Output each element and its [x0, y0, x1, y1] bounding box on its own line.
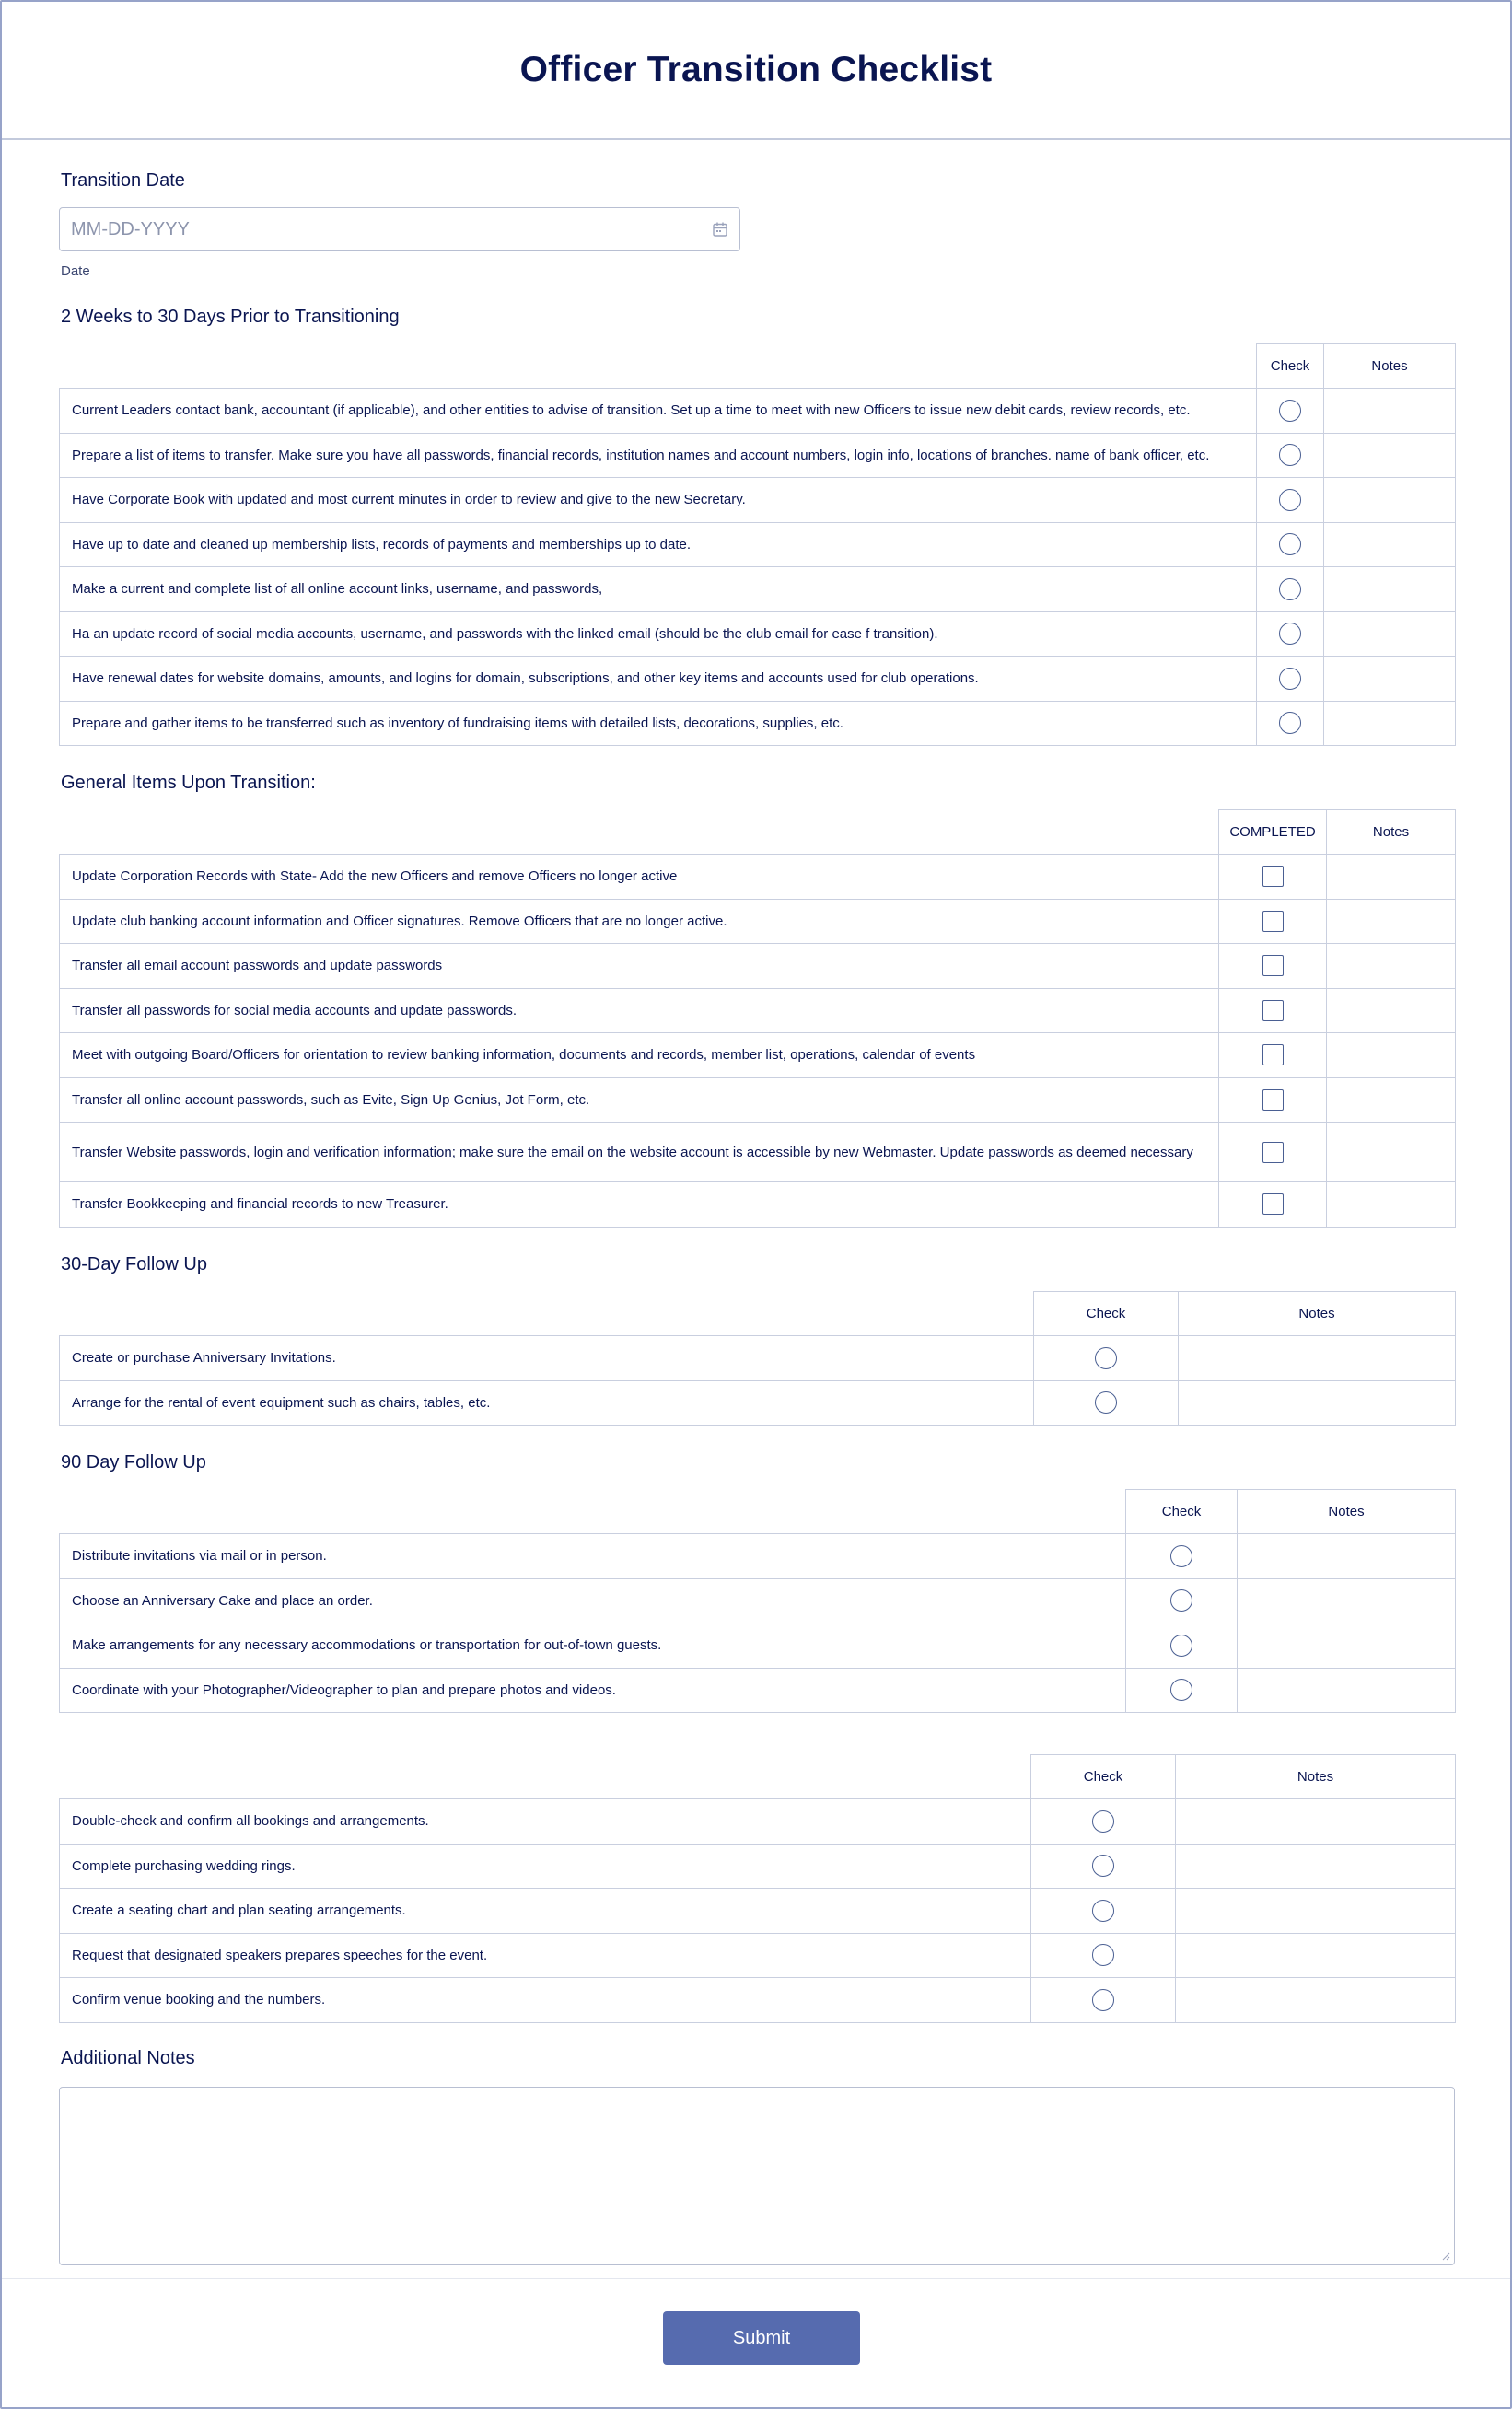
- column-header-check: Check: [1126, 1490, 1238, 1534]
- table-corner: [60, 810, 1219, 855]
- table-row: [60, 389, 1456, 434]
- notes-cell[interactable]: [1238, 1534, 1456, 1579]
- check-cell: [1219, 1077, 1327, 1123]
- checklist-item-text: Confirm venue booking and the numbers.: [60, 1978, 1031, 2023]
- notes-cell[interactable]: [1238, 1668, 1456, 1713]
- table-row: [60, 1578, 1456, 1623]
- table-row: [60, 522, 1456, 567]
- check-cell: [1219, 899, 1327, 944]
- check-cell: [1031, 1933, 1176, 1978]
- notes-cell[interactable]: [1327, 988, 1456, 1033]
- form-title: Officer Transition Checklist: [519, 50, 993, 89]
- notes-cell[interactable]: [1327, 1123, 1456, 1182]
- table-row: [60, 1799, 1456, 1845]
- notes-cell[interactable]: [1179, 1380, 1456, 1426]
- checklist-item-text: Transfer all passwords for social media accounts and update passwords.: [60, 988, 1219, 1033]
- checklist-item-text: Request that designated speakers prepares speeches for the event.: [60, 1933, 1031, 1978]
- check-radio[interactable]: [1279, 668, 1301, 690]
- column-header-notes: Notes: [1324, 344, 1456, 389]
- form-header: [2, 2, 1510, 140]
- column-header-notes: Notes: [1238, 1490, 1456, 1534]
- notes-cell[interactable]: [1238, 1578, 1456, 1623]
- date-sublabel: Date: [61, 263, 90, 279]
- checklist-item-text: Make a current and complete list of all online account links, username, and passwords,: [60, 567, 1257, 612]
- table-corner: [60, 344, 1257, 389]
- completed-checkbox[interactable]: [1262, 1089, 1284, 1111]
- column-header-notes: Notes: [1176, 1755, 1456, 1799]
- table-row: [60, 855, 1456, 900]
- check-radio[interactable]: [1092, 1900, 1114, 1922]
- check-cell: [1126, 1578, 1238, 1623]
- table-row: [60, 1380, 1456, 1426]
- checklist-item-text: Create a seating chart and plan seating arrangements.: [60, 1889, 1031, 1934]
- column-header-notes: Notes: [1179, 1292, 1456, 1336]
- notes-cell[interactable]: [1176, 1933, 1456, 1978]
- check-cell: [1257, 611, 1324, 657]
- notes-cell[interactable]: [1327, 1033, 1456, 1078]
- table-row: [60, 1123, 1456, 1182]
- table-row: [60, 1668, 1456, 1713]
- checklist-table-90-day: [59, 1489, 1456, 1713]
- table-row: [60, 944, 1456, 989]
- additional-notes-textarea[interactable]: [60, 2088, 1454, 2264]
- notes-cell[interactable]: [1324, 478, 1456, 523]
- check-cell: [1034, 1336, 1179, 1381]
- table-row: [60, 1077, 1456, 1123]
- checklist-item-text: Transfer Bookkeeping and financial records to new Treasurer.: [60, 1182, 1219, 1228]
- checklist-item-text: Have renewal dates for website domains, amounts, and logins for domain, subscriptions, and other key items and accounts used for club operations.: [60, 657, 1257, 702]
- check-cell: [1257, 657, 1324, 702]
- notes-cell[interactable]: [1324, 522, 1456, 567]
- table-row: [60, 1889, 1456, 1934]
- table-row: [60, 1933, 1456, 1978]
- check-radio[interactable]: [1279, 578, 1301, 600]
- checklist-item-text: Transfer all online account passwords, such as Evite, Sign Up Genius, Jot Form, etc.: [60, 1077, 1219, 1123]
- form-footer: [2, 2278, 1510, 2407]
- check-radio[interactable]: [1279, 712, 1301, 734]
- table-row: [60, 657, 1456, 702]
- check-radio[interactable]: [1092, 1989, 1114, 2011]
- check-radio[interactable]: [1092, 1810, 1114, 1833]
- column-header-check: Check: [1257, 344, 1324, 389]
- checklist-table-30-day: [59, 1291, 1456, 1426]
- notes-cell[interactable]: [1176, 1978, 1456, 2023]
- checklist-item-text: Have Corporate Book with updated and most current minutes in order to review and give to the new Secretary.: [60, 478, 1257, 523]
- notes-cell[interactable]: [1324, 389, 1456, 434]
- checklist-table-general: [59, 809, 1456, 1228]
- checklist-item-text: Distribute invitations via mail or in person.: [60, 1534, 1126, 1579]
- completed-checkbox[interactable]: [1262, 955, 1284, 976]
- check-cell: [1031, 1889, 1176, 1934]
- notes-cell[interactable]: [1176, 1889, 1456, 1934]
- resize-grip-icon[interactable]: [1441, 2252, 1450, 2261]
- column-header-check: Check: [1034, 1292, 1179, 1336]
- date-field-label: Transition Date: [61, 170, 185, 191]
- check-cell: [1219, 1033, 1327, 1078]
- check-radio[interactable]: [1279, 444, 1301, 466]
- check-radio[interactable]: [1092, 1944, 1114, 1966]
- notes-cell[interactable]: [1324, 433, 1456, 478]
- check-cell: [1126, 1668, 1238, 1713]
- check-radio[interactable]: [1279, 489, 1301, 511]
- checklist-item-text: Transfer Website passwords, login and verification information; make sure the email on the website account is accessible by new Webmaster. Update passwords as deemed necessary: [60, 1123, 1219, 1182]
- checklist-item-text: Create or purchase Anniversary Invitations.: [60, 1336, 1034, 1381]
- table-corner: [60, 1292, 1034, 1336]
- notes-cell[interactable]: [1324, 657, 1456, 702]
- table-row: [60, 478, 1456, 523]
- table-row: [60, 899, 1456, 944]
- check-cell: [1031, 1799, 1176, 1845]
- table-row: [60, 1978, 1456, 2023]
- section-title-30-day: 30-Day Follow Up: [61, 1254, 207, 1274]
- completed-checkbox[interactable]: [1262, 911, 1284, 932]
- completed-checkbox[interactable]: [1262, 866, 1284, 887]
- table-row: [60, 1182, 1456, 1228]
- notes-cell[interactable]: [1324, 611, 1456, 657]
- table-row: [60, 1623, 1456, 1669]
- check-radio[interactable]: [1279, 400, 1301, 422]
- check-cell: [1034, 1380, 1179, 1426]
- checklist-item-text: Make arrangements for any necessary accommodations or transportation for out-of-town guests.: [60, 1623, 1126, 1669]
- table-row: [60, 701, 1456, 746]
- table-corner: [60, 1490, 1126, 1534]
- check-cell: [1219, 855, 1327, 900]
- additional-notes-wrapper[interactable]: [59, 2087, 1455, 2265]
- check-radio[interactable]: [1170, 1635, 1192, 1657]
- table-corner: [60, 1755, 1031, 1799]
- date-input[interactable]: [71, 219, 712, 240]
- check-radio[interactable]: [1092, 1855, 1114, 1877]
- check-cell: [1219, 944, 1327, 989]
- check-cell: [1219, 1182, 1327, 1228]
- notes-cell[interactable]: [1327, 855, 1456, 900]
- check-cell: [1126, 1534, 1238, 1579]
- notes-cell[interactable]: [1327, 1077, 1456, 1123]
- notes-cell[interactable]: [1327, 1182, 1456, 1228]
- checklist-item-text: Prepare a list of items to transfer. Make sure you have all passwords, financial records, institution names and account numbers, login info, locations of branches. name of bank officer, etc.: [60, 433, 1257, 478]
- check-radio[interactable]: [1095, 1391, 1117, 1414]
- completed-checkbox[interactable]: [1262, 1044, 1284, 1065]
- check-cell: [1219, 988, 1327, 1033]
- table-row: [60, 611, 1456, 657]
- section-title-prior: 2 Weeks to 30 Days Prior to Transitioning: [61, 307, 400, 327]
- column-header-check: Check: [1031, 1755, 1176, 1799]
- notes-cell[interactable]: [1238, 1623, 1456, 1669]
- check-cell: [1031, 1978, 1176, 2023]
- check-cell: [1257, 522, 1324, 567]
- check-radio[interactable]: [1170, 1545, 1192, 1567]
- check-cell: [1257, 433, 1324, 478]
- notes-cell[interactable]: [1327, 944, 1456, 989]
- section-title-general: General Items Upon Transition:: [61, 773, 316, 793]
- check-radio[interactable]: [1170, 1679, 1192, 1701]
- calendar-icon[interactable]: [712, 221, 728, 238]
- check-radio[interactable]: [1279, 623, 1301, 645]
- check-radio[interactable]: [1095, 1347, 1117, 1369]
- table-row: [60, 433, 1456, 478]
- notes-cell[interactable]: [1324, 567, 1456, 612]
- checklist-item-text: Coordinate with your Photographer/Videographer to plan and prepare photos and videos.: [60, 1668, 1126, 1713]
- notes-cell[interactable]: [1327, 899, 1456, 944]
- column-header-notes: Notes: [1327, 810, 1456, 855]
- additional-notes-label: Additional Notes: [61, 2048, 195, 2068]
- check-cell: [1126, 1623, 1238, 1669]
- checklist-item-text: Meet with outgoing Board/Officers for orientation to review banking information, documents and records, member list, operations, calendar of events: [60, 1033, 1219, 1078]
- checklist-item-text: Ha an update record of social media accounts, username, and passwords with the linked email (should be the club email for ease f transition).: [60, 611, 1257, 657]
- table-row: [60, 1033, 1456, 1078]
- check-radio[interactable]: [1279, 533, 1301, 555]
- checklist-table-prior: [59, 343, 1456, 746]
- checklist-item-text: Current Leaders contact bank, accountant (if applicable), and other entities to advise of transition. Set up a time to meet with new Officers to issue new debit cards, review records, etc.: [60, 389, 1257, 434]
- table-row: [60, 567, 1456, 612]
- checklist-item-text: Double-check and confirm all bookings and arrangements.: [60, 1799, 1031, 1845]
- check-cell: [1031, 1844, 1176, 1889]
- table-row: [60, 1336, 1456, 1381]
- column-header-completed: COMPLETED: [1219, 810, 1327, 855]
- completed-checkbox[interactable]: [1262, 1000, 1284, 1021]
- check-cell: [1219, 1123, 1327, 1182]
- checklist-table-final: [59, 1754, 1456, 2023]
- notes-cell[interactable]: [1179, 1336, 1456, 1381]
- notes-cell[interactable]: [1176, 1799, 1456, 1845]
- notes-cell[interactable]: [1176, 1844, 1456, 1889]
- table-row: [60, 988, 1456, 1033]
- checklist-item-text: Choose an Anniversary Cake and place an order.: [60, 1578, 1126, 1623]
- check-cell: [1257, 389, 1324, 434]
- checklist-item-text: Have up to date and cleaned up membership lists, records of payments and memberships up to date.: [60, 522, 1257, 567]
- check-cell: [1257, 478, 1324, 523]
- notes-cell[interactable]: [1324, 701, 1456, 746]
- check-cell: [1257, 701, 1324, 746]
- table-row: [60, 1534, 1456, 1579]
- check-cell: [1257, 567, 1324, 612]
- checklist-item-text: Update club banking account information and Officer signatures. Remove Officers that are no longer active.: [60, 899, 1219, 944]
- checklist-item-text: Update Corporation Records with State- Add the new Officers and remove Officers no longer active: [60, 855, 1219, 900]
- checklist-item-text: Transfer all email account passwords and update passwords: [60, 944, 1219, 989]
- checklist-item-text: Arrange for the rental of event equipment such as chairs, tables, etc.: [60, 1380, 1034, 1426]
- table-row: [60, 1844, 1456, 1889]
- checklist-item-text: Prepare and gather items to be transferred such as inventory of fundraising items with detailed lists, decorations, supplies, etc.: [60, 701, 1257, 746]
- completed-checkbox[interactable]: [1262, 1142, 1284, 1163]
- submit-button[interactable]: Submit: [663, 2311, 860, 2365]
- section-title-90-day: 90 Day Follow Up: [61, 1452, 206, 1472]
- completed-checkbox[interactable]: [1262, 1193, 1284, 1215]
- check-radio[interactable]: [1170, 1589, 1192, 1612]
- date-input-wrapper[interactable]: [59, 207, 740, 251]
- checklist-item-text: Complete purchasing wedding rings.: [60, 1844, 1031, 1889]
